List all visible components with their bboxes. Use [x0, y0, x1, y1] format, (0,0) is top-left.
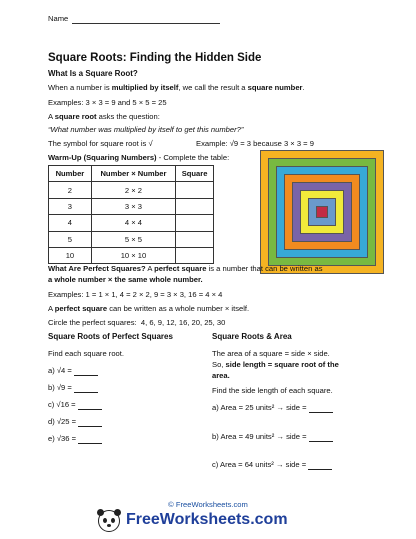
- roots-heading: Square Roots of Perfect Squares: [48, 332, 173, 341]
- table-cell: 3 × 3: [91, 198, 175, 214]
- area-item-a: a) Area = 25 units² → side =: [212, 403, 333, 413]
- answer-blank[interactable]: [308, 461, 332, 470]
- roots-instruction: Find each square root.: [48, 349, 124, 358]
- table-row: [49, 247, 214, 263]
- root-item-e: e) √36 =: [48, 434, 102, 444]
- circle-instruction: Circle the perfect squares: 4, 6, 9, 12, 16, 20, 25, 30: [48, 318, 226, 327]
- column-header: Square: [176, 166, 214, 182]
- root-item-b: b) √9 =: [48, 383, 98, 393]
- answer-blank[interactable]: [74, 384, 98, 393]
- warmup-table: [48, 165, 214, 264]
- table-cell: 10: [49, 247, 92, 263]
- name-field[interactable]: [48, 14, 220, 24]
- table-cell: 3: [49, 198, 92, 214]
- definition-line: When a number is multiplied by itself, we call the result a square number.: [48, 83, 305, 92]
- answer-blank[interactable]: [78, 435, 102, 444]
- panda-logo-icon: [98, 510, 120, 532]
- table-cell: 4 × 4: [91, 215, 175, 231]
- table-cell: 2 × 2: [91, 182, 175, 198]
- answer-blank[interactable]: [78, 418, 102, 427]
- table-cell: 2: [49, 182, 92, 198]
- column-header: Number × Number: [91, 166, 175, 182]
- area-heading: Square Roots & Area: [212, 332, 292, 341]
- table-row: [49, 231, 214, 247]
- answer-blank[interactable]: [74, 367, 98, 376]
- question-quote: “What number was multiplied by itself to get this number?”: [48, 125, 244, 134]
- area-formula: The area of a square = side × side.: [212, 349, 330, 358]
- symbol-example: Example: √9 = 3 because 3 × 3 = 9: [196, 139, 314, 148]
- answer-blank[interactable]: [78, 401, 102, 410]
- circle-numbers[interactable]: 4, 6, 9, 12, 16, 20, 25, 30: [140, 318, 226, 327]
- area-instruction: Find the side length of each square.: [212, 386, 333, 395]
- perfect-square-note: A perfect square can be written as a whole number × itself.: [48, 304, 250, 313]
- table-cell: 4: [49, 215, 92, 231]
- perfect-square-definition-2: a whole number × the same whole number.: [48, 275, 203, 284]
- perfect-square-definition: What Are Perfect Squares? A perfect square is a number that can be written as: [48, 264, 323, 273]
- warmup-heading: Warm-Up (Squaring Numbers) - Complete the table:: [48, 153, 230, 162]
- table-row: [49, 198, 214, 214]
- examples-line: Examples: 3 × 3 = 9 and 5 × 5 = 25: [48, 98, 167, 107]
- name-label: Name: [48, 14, 69, 23]
- what-is-heading: What Is a Square Root?: [48, 69, 138, 78]
- name-blank[interactable]: [72, 15, 220, 24]
- area-item-c: c) Area = 64 units² → side =: [212, 460, 332, 470]
- area-item-b: b) Area = 49 units² → side =: [212, 432, 333, 442]
- footer-brand: [98, 507, 318, 533]
- answer-cell[interactable]: [176, 247, 214, 263]
- root-item-c: c) √16 =: [48, 400, 102, 410]
- side-length-rule: So, side length = square root of the: [212, 360, 339, 369]
- root-item-d: d) √25 =: [48, 417, 102, 427]
- root-item-a: a) √4 =: [48, 366, 98, 376]
- table-cell: 5: [49, 231, 92, 247]
- answer-blank[interactable]: [309, 433, 333, 442]
- side-length-rule-2: area.: [212, 371, 230, 380]
- table-row: [49, 182, 214, 198]
- perfect-examples: Examples: 1 = 1 × 1, 4 = 2 × 2, 9 = 3 × 3, 16 = 4 × 4: [48, 290, 223, 299]
- table-header-row: [49, 166, 214, 182]
- table-cell: 10 × 10: [91, 247, 175, 263]
- answer-cell[interactable]: [176, 215, 214, 231]
- answer-blank[interactable]: [309, 404, 333, 413]
- concentric-squares-illustration: [260, 150, 384, 274]
- column-header: Number: [49, 166, 92, 182]
- page-title: Square Roots: Finding the Hidden Side: [48, 52, 262, 64]
- answer-cell[interactable]: [176, 231, 214, 247]
- table-cell: 5 × 5: [91, 231, 175, 247]
- answer-cell[interactable]: [176, 198, 214, 214]
- table-row: [49, 215, 214, 231]
- brand-name: FreeWorksheets.com: [126, 511, 288, 528]
- answer-cell[interactable]: [176, 182, 214, 198]
- square-ring: [316, 206, 328, 218]
- symbol-line: The symbol for square root is √: [48, 139, 153, 148]
- footer-link[interactable]: © FreeWorksheets.com: [168, 500, 248, 509]
- square-root-line: A square root asks the question:: [48, 112, 160, 121]
